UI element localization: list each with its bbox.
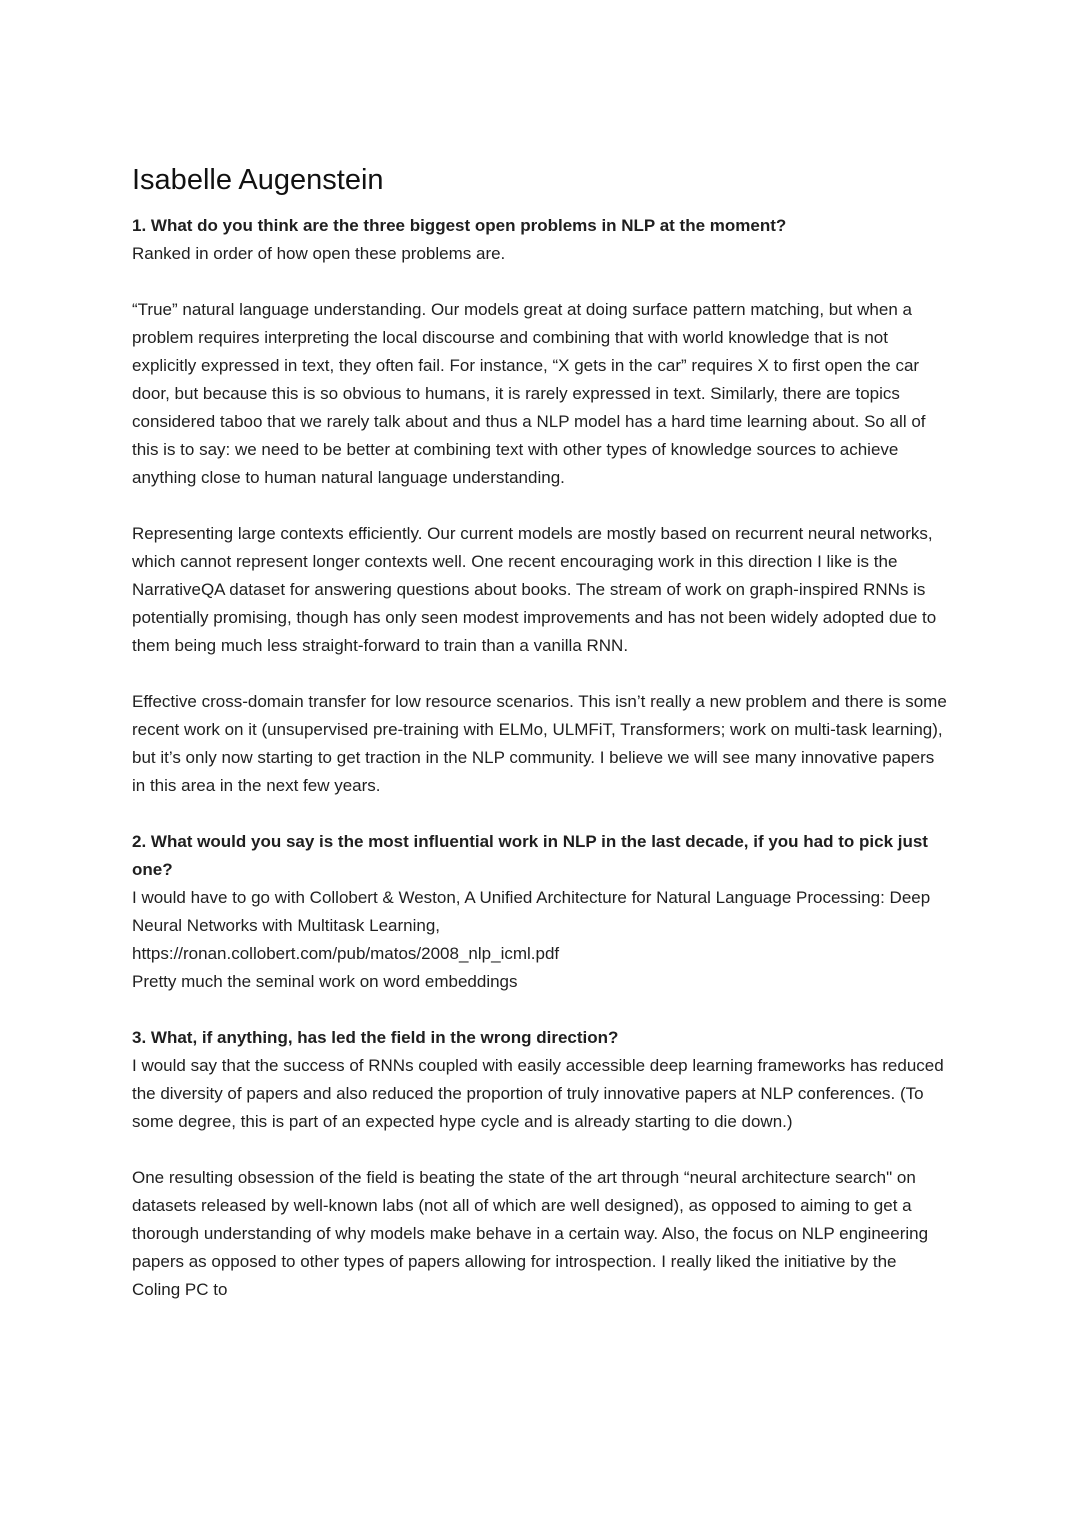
- qa-section-3: [132, 1024, 947, 1304]
- qa-section-2: [132, 828, 947, 996]
- question-heading: 1. What do you think are the three biggest open problems in NLP at the moment?: [132, 216, 787, 235]
- paragraph: Representing large contexts efficiently. Our current models are mostly based on recurrent neural networks, which cannot represent longer contexts well. One recent encouraging work in this direction I like is the NarrativeQA dataset for answering questions about books. The stream of work on graph-inspired RNNs is potentially promising, though has only seen modest improvements and has not been widely adopted due to them being much less straight-forward to train than a vanilla RNN.: [132, 524, 941, 655]
- qa-section-1: [132, 212, 952, 800]
- paragraph: “True” natural language understanding. Our models great at doing surface pattern matching, but when a problem requires interpreting the local discourse and combining that with world knowledge that is not explicitly expressed in text, they often fail. For instance, “X gets in the car” requires X to first open the car door, but because this is so obvious to humans, it is rarely expressed in text. Similarly, there are topics considered taboo that we rarely talk about and thus a NLP model has a hard time learning about. So all of this is to say: we need to be better at combining text with other types of knowledge sources to achieve anything close to human natural language understanding.: [132, 300, 931, 487]
- question-heading: 3. What, if anything, has led the field in the wrong direction?: [132, 1028, 619, 1047]
- url-text: https://ronan.collobert.com/pub/matos/2008_nlp_icml.pdf: [132, 944, 560, 963]
- paragraph: One resulting obsession of the field is beating the state of the art through “neural architecture search" on datasets released by well-known labs (not all of which are well designed), as opposed to aiming to get a thorough understanding of why models make behave in a certain way. Also, the focus on NLP engineering papers as opposed to other types of papers allowing for introspection. I really liked the initiative by the Coling PC to: [132, 1168, 933, 1299]
- document-title: Isabelle Augenstein: [132, 164, 384, 196]
- paragraph: Ranked in order of how open these problems are.: [132, 244, 506, 263]
- paragraph: I would have to go with Collobert & Weston, A Unified Architecture for Natural Language Processing: Deep Neural Networks with Multitask Learning,: [132, 888, 935, 935]
- paragraph: Effective cross-domain transfer for low resource scenarios. This isn’t really a new problem and there is some recent work on it (unsupervised pre-training with ELMo, ULMFiT, Transformers; work on multi-task learning), but it’s only now starting to get traction in the NLP community. I believe we will see many innovative papers in this area in the next few years.: [132, 692, 952, 795]
- paragraph: Pretty much the seminal work on word embeddings: [132, 972, 518, 991]
- question-heading: 2. What would you say is the most influential work in NLP in the last decade, if you had to pick just one?: [132, 832, 933, 879]
- paragraph: I would say that the success of RNNs coupled with easily accessible deep learning frameworks has reduced the diversity of papers and also reduced the proportion of truly innovative papers at NLP conferences. (To some degree, this is part of an expected hype cycle and is already starting to die down.): [132, 1056, 949, 1131]
